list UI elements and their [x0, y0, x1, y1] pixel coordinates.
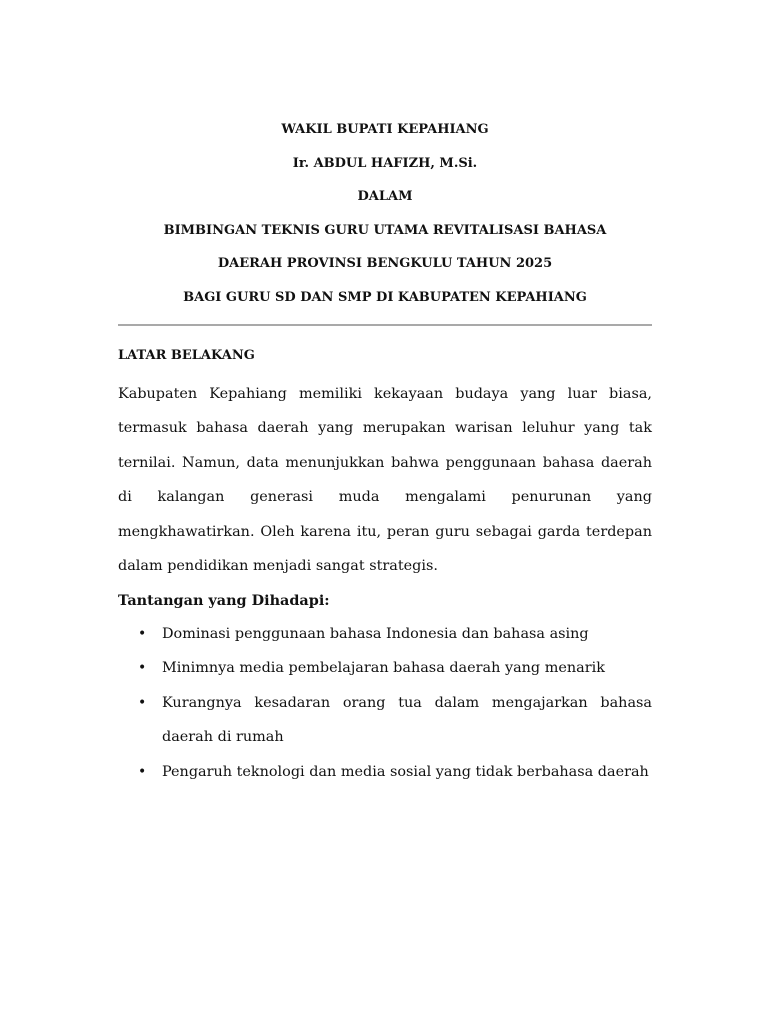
list-item-text: Pengaruh teknologi dan media sosial yang tidak berbahasa daerah [162, 763, 649, 780]
section-title: LATAR BELAKANG [118, 347, 255, 363]
header-event-line-1: BIMBINGAN TEKNIS GURU UTAMA REVITALISASI BAHASA [163, 222, 607, 238]
header-event-line-2: DAERAH PROVINSI BENGKULU TAHUN 2025 [217, 256, 553, 272]
list-item [118, 617, 652, 652]
challenges-title: Tantangan yang Dihadapi: [118, 591, 330, 609]
bullet-icon: • [138, 660, 147, 677]
list-item [118, 686, 652, 755]
header-connector: DALAM [357, 189, 413, 205]
bullet-icon: • [138, 763, 147, 780]
bullet-icon: • [138, 625, 147, 642]
header-official-name: Ir. ABDUL HAFIZH, M.Si. [292, 155, 478, 171]
list-item-text: Dominasi penggunaan bahasa Indonesia dan bahasa asing [162, 625, 589, 642]
document-header [118, 116, 652, 318]
list-item [118, 651, 652, 686]
header-divider [118, 324, 652, 326]
background-paragraph: Kabupaten Kepahiang memiliki kekayaan budaya yang luar biasa, termasuk bahasa daerah yang merupakan warisan leluhur yang tak ternilai. Namun, data menunjukkan bahwa penggunaan bahasa daerah di kalangan generasi muda mengalami penurunan yang mengkhawatirkan. Oleh karena itu, peran guru sebagai garda terdepan dalam pendidikan menjadi sangat strategis. [118, 385, 652, 575]
list-item-text: Kurangnya kesadaran orang tua dalam mengajarkan bahasa daerah di rumah [162, 694, 652, 746]
bullet-icon: • [138, 694, 147, 711]
challenges-list [118, 617, 652, 790]
list-item-text: Minimnya media pembelajaran bahasa daerah yang menarik [162, 660, 605, 677]
document-page [118, 116, 652, 789]
list-item [118, 755, 652, 790]
header-official-title: WAKIL BUPATI KEPAHIANG [281, 122, 489, 137]
header-event-line-3: BAGI GURU SD DAN SMP DI KABUPATEN KEPAHIANG [183, 289, 587, 305]
